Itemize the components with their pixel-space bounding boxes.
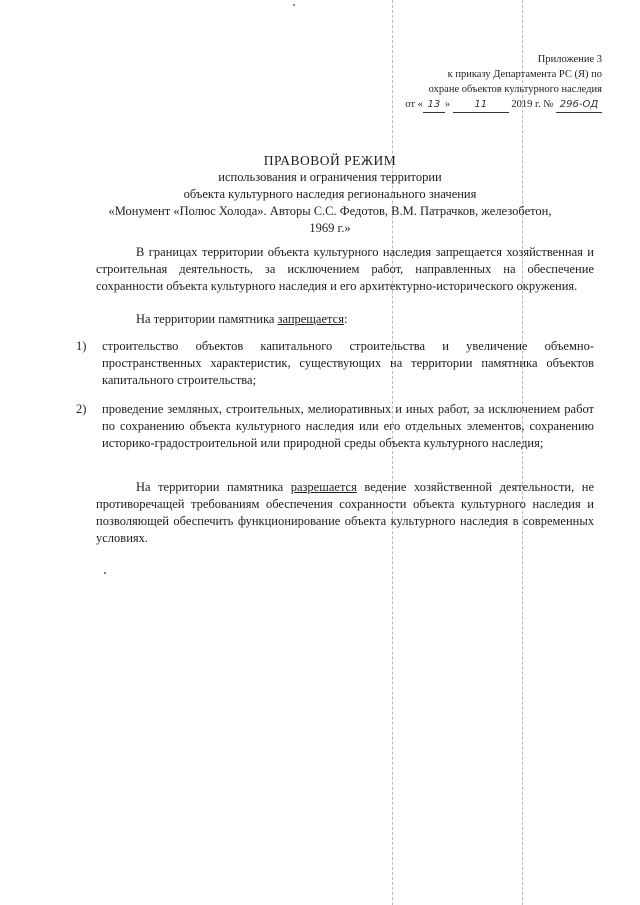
appendix-header bbox=[405, 52, 602, 113]
list-number: 1) bbox=[76, 339, 87, 353]
appendix-date-line bbox=[405, 97, 602, 113]
prohibited-prefix: На территории памятника bbox=[136, 312, 278, 326]
title-subtitle: использования и ограничения территории bbox=[218, 170, 442, 184]
scan-mark bbox=[293, 4, 295, 6]
prohibited-heading bbox=[96, 311, 594, 328]
handwritten-day: 13 bbox=[423, 97, 445, 113]
allowed-text: ведение хозяйственной деятельности, не противоречащей требованиям обеспечения сохранности объекта культурного наследия и позволяющей обеспечить функционирование объекта культурного наследия в современных условиях. bbox=[96, 480, 595, 545]
title-main: ПРАВОВОЙ РЕЖИМ bbox=[263, 153, 397, 168]
list-text: строительство объектов капитального строительства и увеличение объемно-пространственных характеристик, существующих на территории памятника объектов капитального строительства; bbox=[102, 339, 594, 387]
list-item bbox=[76, 401, 594, 452]
appendix-title: Приложение 3 bbox=[537, 54, 602, 65]
appendix-order-ref: к приказу Департамента РС (Я) по bbox=[447, 69, 602, 80]
date-prefix: от « bbox=[405, 99, 423, 110]
list-text: проведение земляных, строительных, мелиоративных и иных работ, за исключением работ по сохранению объекта культурного наследия или его отдельных элементов, сохранению историко-градостроительной или природной среды объекта культурного наследия; bbox=[102, 402, 594, 450]
appendix-department: охране объектов культурного наследия bbox=[428, 84, 602, 95]
prohibited-suffix: : bbox=[343, 312, 348, 326]
intro-paragraph: В границах территории объекта культурного наследия запрещается хозяйственная и строительная деятельность, за исключением работ, направленных на обеспечение сохранности объекта культурного наследия и его архитектурно-исторического окружения. bbox=[96, 245, 594, 293]
fold-line bbox=[522, 0, 523, 905]
handwritten-month: 11 bbox=[453, 97, 509, 113]
title-object-type: объекта культурного наследия регионального значения bbox=[183, 187, 477, 201]
handwritten-number: 296-ОД bbox=[556, 97, 602, 113]
document-title bbox=[110, 152, 550, 237]
scan-speck bbox=[104, 572, 106, 574]
prohibited-word: запрещается bbox=[277, 312, 344, 326]
date-year: 2019 г. № bbox=[511, 99, 554, 110]
allowed-prefix: На территории памятника bbox=[136, 480, 291, 494]
list-item bbox=[76, 338, 594, 389]
title-object-name: «Монумент «Полюс Холода». Авторы С.С. Федотов, В.М. Патрачков, железобетон, bbox=[108, 204, 552, 218]
date-mid: » bbox=[444, 99, 451, 110]
allowed-paragraph bbox=[96, 479, 594, 547]
allowed-word: разрешается bbox=[290, 480, 357, 494]
title-year: 1969 г.» bbox=[309, 221, 351, 235]
list-number: 2) bbox=[76, 402, 87, 416]
fold-line bbox=[392, 0, 393, 905]
